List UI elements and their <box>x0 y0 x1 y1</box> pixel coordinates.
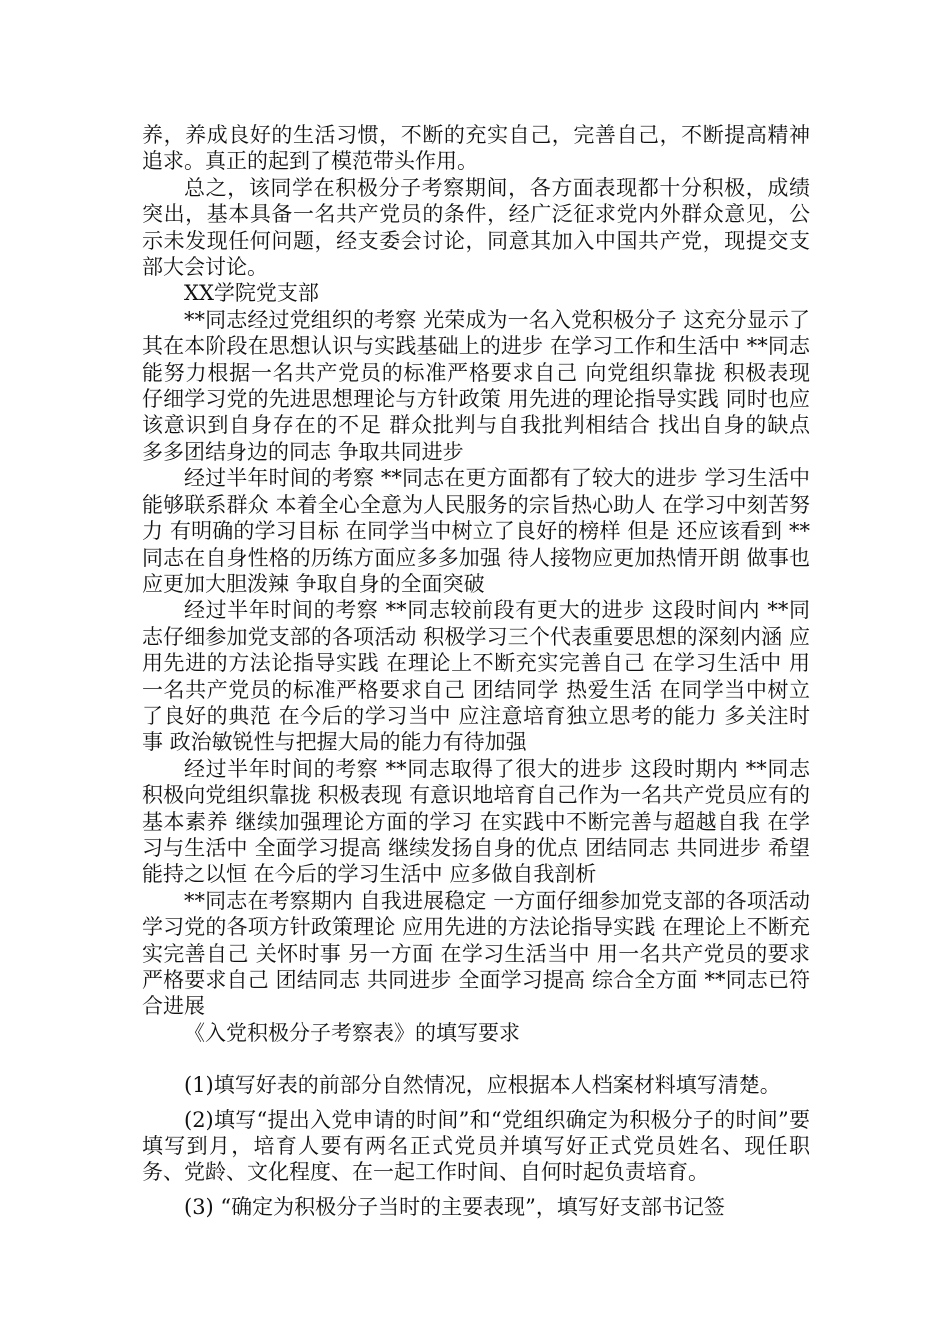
paragraph-evaluation-2: 经过半年时间的考察 **同志在更方面都有了较大的进步 学习生活中 能够联系群众 本着全心全意为人民服务的宗旨热心助人 在学习中刻苦努力 有明确的学习目标 在同学当中树立了良好的榜样 但是 还应该看到 **同志在自身性格的历练方面应多多加强 待人接物应更加热情开朗 做事也应更加大胆泼辣 争取自身的全面突破 <box>142 466 810 596</box>
paragraph-evaluation-4: 经过半年时间的考察 **同志取得了很大的进步 这段时期内 **同志积极向党组织靠拢 积极表现 有意识地培育自己作为一名共产党员应有的基本素养 继续加强理论方面的学习 在实践中不断完善与超越自我 在学习与生活中 全面学习提高 继续发扬自身的优点 团结同志 共同进步 希望能持之以恒 在今后的学习生活中 应多做自我剖析 <box>142 756 810 887</box>
paragraph-evaluation-5: **同志在考察期内 自我进展稳定 一方面仔细参加党支部的各项活动 学习党的各项方针政策理论 应用先进的方法论指导实践 在理论上不断充实完善自己 关怀时事 另一方面 在学习生活当中 用一名共产党员的要求严格要求自己 团结同志 共同进步 全面学习提高 综合全方面 **同志已符合进展 <box>142 888 810 1019</box>
paragraph-summary: 总之，该同学在积极分子考察期间，各方面表现都十分积极，成绩突出，基本具备一名共产党员的条件，经广泛征求党内外群众意见，公示未发现任何问题，经支委会讨论，同意其加入中国共产党，现提交支部大会讨论。 <box>142 175 810 280</box>
requirement-item-3: (3) “确定为积极分子当时的主要表现”，填写好支部书记签 <box>184 1194 725 1219</box>
paragraph-evaluation-1: **同志经过党组织的考察 光荣成为一名入党积极分子 这充分显示了其在本阶段在思想认识与实践基础上的进步 在学习工作和生活中 **同志能努力根据一名共产党员的标准严格要求自己 向党组织靠拢 积极表现 仔细学习党的先进思想理论与方针政策 用先进的理论指导实践 同时也应该意识到自身存在的不足 群众批判与自我批判相结合 找出自身的缺点 多多团结身边的同志 争取共同进步 <box>142 307 810 464</box>
requirement-item-2: (2)填写“提出入党申请的时间”和“党组织确定为积极分子的时间”要填写到月，培育人要有两名正式党员并填写好正式党员姓名、现任职务、党龄、文化程度、在一起工作时间、自何时起负责培育。 <box>142 1107 811 1185</box>
requirement-item-1: (1)填写好表的前部分自然情况，应根据本人档案材料填写清楚。 <box>184 1073 781 1098</box>
document-page <box>142 122 810 1220</box>
section-heading: 《入党积极分子考察表》的填写要求 <box>184 1020 520 1045</box>
paragraph-evaluation-3: 经过半年时间的考察 **同志较前段有更大的进步 这段时间内 **同志仔细参加党支部的各项活动 积极学习三个代表重要思想的深刻内涵 应用先进的方法论指导实践 在理论上不断充实完善自己 在学习生活中 用一名共产党员的标准严格要求自己 团结同学 热爱生活 在同学当中树立了良好的典范 在今后的学习当中 应注意培育独立思考的能力 多关注时事 政治敏锐性与把握大局的能力有待加强 <box>142 598 810 755</box>
paragraph-continuation: 养，养成良好的生活习惯，不断的充实自己，完善自己，不断提高精神追求。真正的起到了模范带头作用。 <box>142 123 810 174</box>
blank-line <box>142 1046 810 1072</box>
paragraph-signature: XX学院党支部 <box>184 281 319 306</box>
